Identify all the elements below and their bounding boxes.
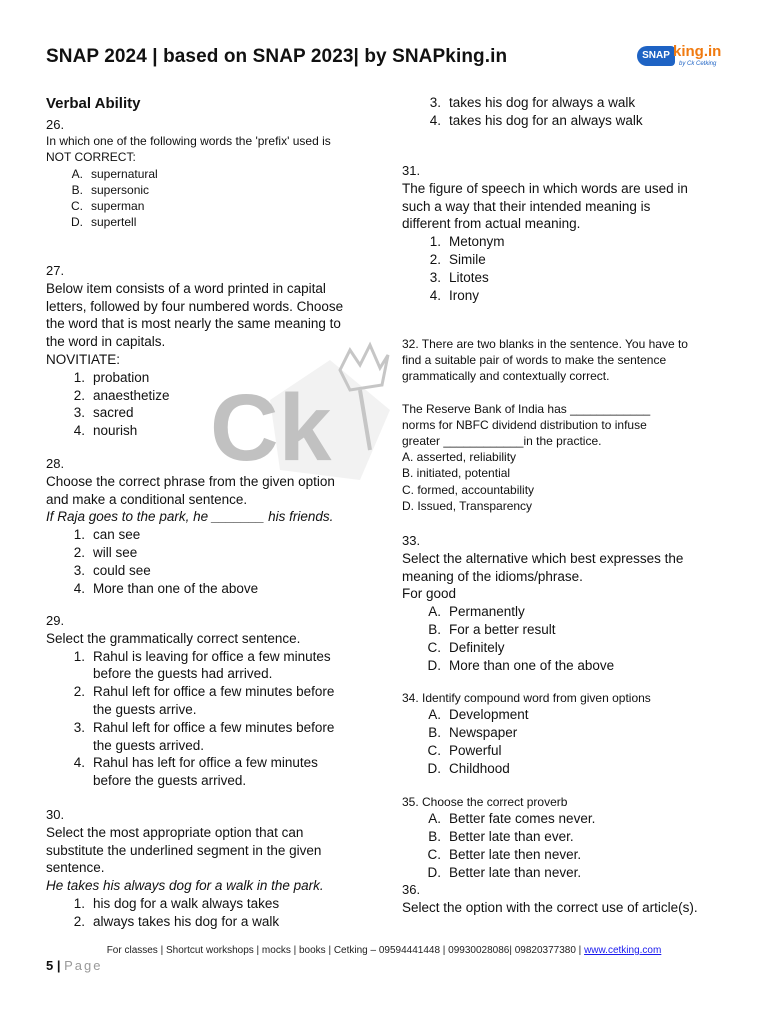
question-28 [46, 455, 376, 597]
question-text: grammatically and contextually correct. [402, 369, 610, 384]
page-word: Page [64, 958, 103, 973]
question-sentence: If Raja goes to the park, he _______ his friends. [46, 509, 334, 525]
option: 3. could see [73, 562, 151, 578]
option: D. Better late than never. [427, 864, 582, 880]
question-text: Below item consists of a word printed in capital [46, 280, 326, 296]
option: 2. will see [73, 544, 138, 560]
page-number [46, 958, 103, 973]
question-text: the word in capitals. [46, 334, 166, 350]
question-text: 34. Identify compound word from given options [402, 691, 651, 705]
question-text: 35. Choose the correct proverb [402, 795, 568, 809]
option: B. supersonic [71, 182, 150, 197]
question-text: Select the most appropriate option that can [46, 824, 304, 840]
option: A. Permanently [428, 604, 525, 620]
logo-king-text: king.in [673, 43, 722, 60]
option: B. initiated, potential [402, 466, 511, 481]
option: 2. Rahul left for office a few minutes before the guests arrive. [73, 684, 335, 717]
page-header-title: SNAP 2024 | based on SNAP 2023| by SNAPking.in [46, 46, 508, 67]
watermark-text: Ck [210, 375, 332, 481]
section-title: Verbal Ability [46, 95, 141, 112]
option: 3. Litotes [429, 269, 489, 285]
option: 4. Rahul has left for office a few minutes before the guests arrived. [73, 755, 318, 789]
question-text: such a way that their intended meaning is [402, 198, 651, 214]
option: 1. his dog for a walk always takes [73, 895, 280, 911]
option: C. formed, accountability [402, 482, 535, 497]
option: 4. takes his dog for an always walk [429, 112, 643, 128]
question-29 [46, 612, 376, 790]
question-text: Select the grammatically correct sentence. [46, 630, 301, 646]
question-sentence: The Reserve Bank of India has ____________ [402, 401, 651, 416]
option: C. Powerful [427, 742, 502, 758]
question-32 [402, 336, 732, 514]
question-number: 31. [402, 163, 421, 178]
question-text: find a suitable pair of words to make the sentence [402, 353, 667, 368]
footer-contact-line [0, 945, 768, 956]
option: D. supertell [71, 215, 137, 230]
question-number: 28. [46, 456, 65, 471]
option: 4. Irony [429, 287, 480, 303]
option: D. Issued, Transparency [402, 498, 533, 513]
option: A. Development [428, 707, 529, 723]
question-26 [46, 117, 376, 230]
question-33 [402, 532, 732, 674]
question-text: different from actual meaning. [402, 216, 581, 232]
option: 1. can see [73, 527, 141, 543]
question-text: and make a conditional sentence. [46, 491, 248, 507]
footer-text: For classes | Shortcut workshops | mocks | books | Cetking – 09594441448 | 09930028086| 09820377380 | [106, 945, 585, 956]
page-separator: | [56, 958, 61, 973]
question-36 [402, 881, 732, 917]
question-text: letters, followed by four numbered words. Choose [46, 298, 344, 314]
option: D. Childhood [427, 760, 510, 776]
question-number: 27. [46, 263, 65, 278]
option: 3. sacred [73, 405, 134, 421]
option: B. Newspaper [428, 725, 518, 740]
option: 2. always takes his dog for a walk [73, 913, 280, 929]
question-number: 36. [402, 882, 421, 897]
question-34 [402, 690, 732, 777]
question-number: 30. [46, 807, 65, 822]
option: B. For a better result [428, 621, 556, 637]
logo-snap-text: SNAP [637, 46, 675, 66]
option: C. Definitely [427, 639, 505, 655]
question-text: Select the option with the correct use of article(s). [402, 899, 698, 915]
option: 1. probation [73, 369, 150, 385]
option: A. supernatural [71, 166, 158, 181]
option: 3. takes his dog for always a walk [429, 95, 636, 110]
question-number: 26. [46, 117, 65, 132]
question-text: NOVITIATE: [46, 351, 121, 367]
question-text: The figure of speech in which words are used in [402, 180, 688, 196]
question-30-continued [402, 94, 732, 130]
option: 2. anaesthetize [73, 387, 170, 403]
question-number: 29. [46, 613, 65, 628]
question-sentence: norms for NBFC dividend distribution to infuse [402, 417, 647, 432]
question-30 [46, 806, 376, 931]
question-number: 33. [402, 533, 421, 548]
snapking-logo [637, 43, 727, 73]
question-text: NOT CORRECT: [46, 150, 136, 165]
question-text: For good [402, 586, 457, 602]
option: C. Better late then never. [427, 846, 582, 862]
option: 2. Simile [429, 251, 486, 267]
question-text: the word that is most nearly the same meaning to [46, 316, 341, 332]
page-number-value: 5 [46, 958, 54, 973]
option: 1. Metonym [429, 234, 505, 250]
question-sentence: greater ____________in the practice. [402, 434, 602, 449]
option: 4. nourish [73, 423, 138, 439]
question-27 [46, 262, 376, 440]
question-31 [402, 162, 732, 304]
option: 3. Rahul left for office a few minutes before the guests arrived. [73, 719, 335, 753]
question-sentence: He takes his always dog for a walk in the park. [46, 878, 324, 894]
option: B. Better late than ever. [428, 829, 574, 844]
option: A. Better fate comes never. [428, 811, 596, 827]
question-text: substitute the underlined segment in the given [46, 842, 322, 858]
question-text: sentence. [46, 860, 105, 876]
question-text: Choose the correct phrase from the given option [46, 473, 335, 489]
question-text: Select the alternative which best expresses the [402, 550, 684, 566]
option: A. asserted, reliability [402, 450, 517, 465]
option: C. superman [71, 199, 145, 214]
logo-sub-text: by Ck Cetking [679, 61, 717, 67]
question-text: meaning of the idioms/phrase. [402, 568, 583, 584]
question-35 [402, 794, 732, 881]
option: 1. Rahul is leaving for office a few minutes before the guests had arrived. [73, 648, 331, 682]
question-text: 32. There are two blanks in the sentence. You have to [402, 337, 688, 351]
option: D. More than one of the above [427, 657, 615, 673]
question-text: In which one of the following words the 'prefix' used is [46, 134, 331, 149]
option: 4. More than one of the above [73, 580, 259, 596]
footer-website-link[interactable]: www.cetking.com [584, 945, 662, 956]
